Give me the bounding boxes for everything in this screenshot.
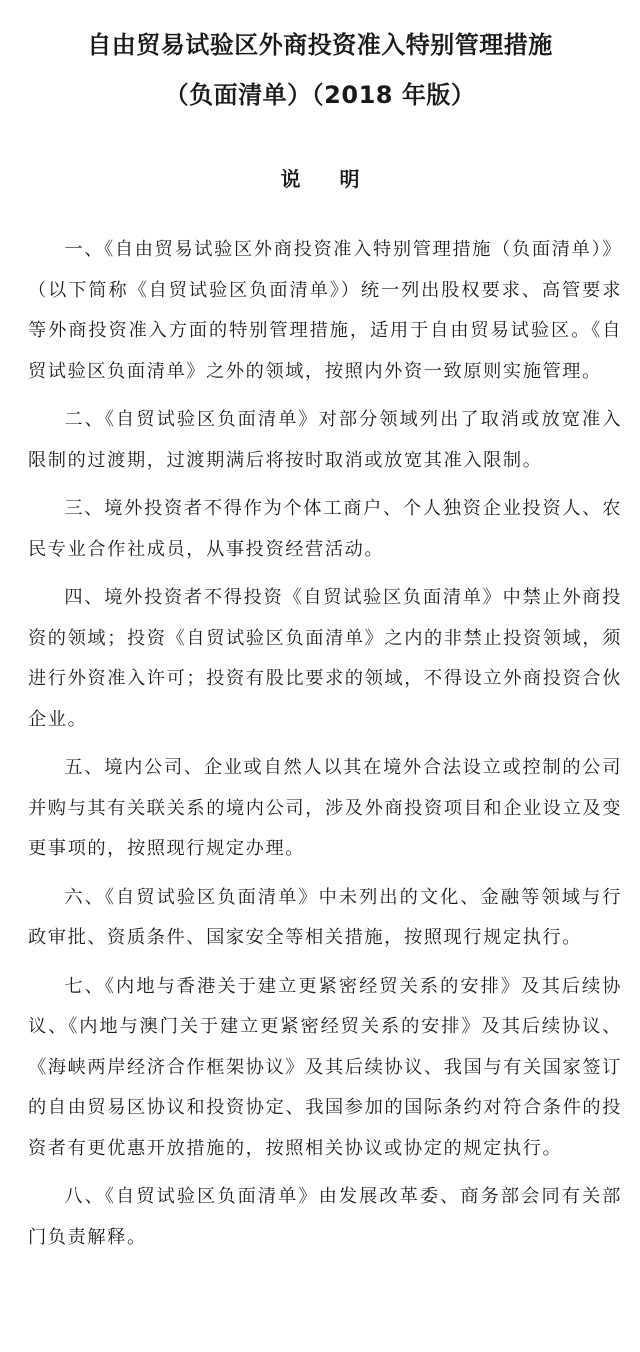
paragraph-4: 四、境外投资者不得投资《自贸试验区负面清单》中禁止外商投资的领域；投资《自贸试验区负面清单》之内的非禁止投资领域，须进行外资准入许可；投资有股比要求的领域，不得设立外商投资合伙企业。 — [28, 587, 622, 730]
document-title-line-2: （负面清单）（2018 年版） — [164, 81, 476, 109]
paragraph-6: 六、《自贸试验区负面清单》中未列出的文化、金融等领域与行政审批、资质条件、国家安全等相关措施，按照现行规定执行。 — [28, 886, 622, 948]
paragraph-8: 八、《自贸试验区负面清单》由发展改革委、商务部会同有关部门负责解释。 — [28, 1186, 622, 1248]
paragraph-5: 五、境内公司、企业或自然人以其在境外合法设立或控制的公司并购与其有关联关系的境内公司，涉及外商投资项目和企业设立及变更事项的，按照现行规定办理。 — [28, 757, 622, 859]
paragraph-3: 三、境外投资者不得作为个体工商户、个人独资企业投资人、农民专业合作社成员，从事投资经营活动。 — [28, 498, 622, 560]
paragraph-1: 一、《自由贸易试验区外商投资准入特别管理措施（负面清单）》（以下简称《自贸试验区负面清单》）统一列出股权要求、高管要求等外商投资准入方面的特别管理措施，适用于自由贸易试验区。《自贸试验区负面清单》之外的领域，按照内外资一致原则实施管理。 — [28, 239, 622, 382]
section-heading: 说 明 — [280, 167, 376, 191]
document-body — [0, 230, 640, 1258]
paragraph-2: 二、《自贸试验区负面清单》对部分领域列出了取消或放宽准入限制的过渡期，过渡期满后将按时取消或放宽其准入限制。 — [28, 409, 622, 471]
paragraph-7: 七、《内地与香港关于建立更紧密经贸关系的安排》及其后续协议、《内地与澳门关于建立更紧密经贸关系的安排》及其后续协议、《海峡两岸经济合作框架协议》及其后续协议、我国与有关国家签订的自由贸易区协议和投资协定、我国参加的国际条约对符合条件的投资者有更优惠开放措施的，按照相关协议或协定的规定执行。 — [28, 975, 622, 1159]
document-title-line-1: 自由贸易试验区外商投资准入特别管理措施 — [87, 31, 553, 59]
